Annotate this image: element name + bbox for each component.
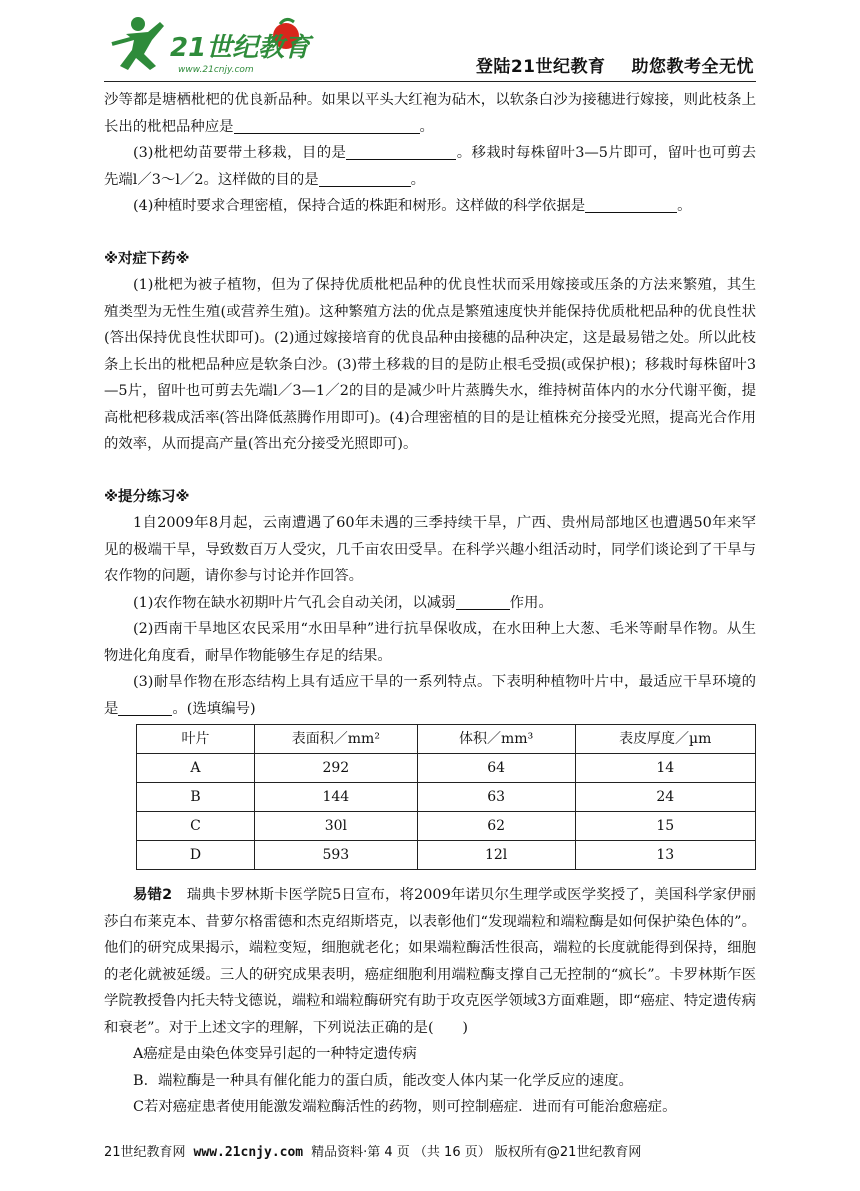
answer-blank[interactable] xyxy=(234,116,420,134)
table-row xyxy=(137,812,756,841)
document-body xyxy=(104,87,756,1121)
table-cell: A xyxy=(137,754,255,783)
header-divider xyxy=(104,81,756,82)
footer-page-info: 精品资料·第 4 页 （共 16 页） xyxy=(311,1145,491,1160)
footer-copyright: 版权所有@21世纪教育网 xyxy=(494,1145,642,1160)
table-row xyxy=(137,754,756,783)
table-cell: 64 xyxy=(417,754,575,783)
table-cell: 292 xyxy=(254,754,417,783)
site-logo xyxy=(108,10,318,80)
table-cell: 12l xyxy=(417,841,575,870)
table-cell: D xyxy=(137,841,255,870)
table-cell: 30l xyxy=(254,812,417,841)
table-cell: 13 xyxy=(575,841,756,870)
option-c: C若对癌症患者使用能激发端粒酶活性的药物，则可控制癌症．进而有可能治愈癌症。 xyxy=(133,1099,677,1115)
question-3: (3)枇杷幼苗要带土移栽，目的是 。移栽时每株留叶3—5片即可，留叶也可剪去先端l／3～l／2。这样做的目的是 。 xyxy=(104,140,756,193)
table-cell: 63 xyxy=(417,783,575,812)
question-4: (4)种植时要求合理密植，保持合适的株距和树形。这样做的科学依据是 。 xyxy=(104,193,756,220)
option-b: B．端粒酶是一种具有催化能力的蛋白质，能改变人体内某一化学反应的速度。 xyxy=(133,1072,633,1089)
practice-q2: (2)西南干旱地区农民采用“水田旱种”进行抗旱保收成，在水田种上大葱、毛米等耐旱作物。从生物进化角度看，耐旱作物能够生存足的结果。 xyxy=(104,621,756,664)
table-header-cell: 表皮厚度／µm xyxy=(575,725,756,754)
answer-blank[interactable] xyxy=(346,142,456,160)
section-title-practice: ※提分练习※ xyxy=(104,488,190,505)
table-cell: 593 xyxy=(254,841,417,870)
footer-site-name: 21世纪教育网 xyxy=(104,1145,186,1160)
answer-blank[interactable] xyxy=(585,195,677,213)
table-header-cell: 表面积／mm² xyxy=(254,725,417,754)
page-header xyxy=(0,0,860,84)
table-cell: C xyxy=(137,812,255,841)
answer-blank[interactable] xyxy=(319,169,411,187)
section-title-answer: ※对症下药※ xyxy=(104,250,190,267)
slogan-help: 助您教考全无忧 xyxy=(631,57,754,77)
table-row xyxy=(137,783,756,812)
error-item-2: 易错2 瑞典卡罗林斯卡医学院5日宣布，将2009年诺贝尔生理学或医学奖授了，美国科学家伊丽莎白布莱克本、昔萝尔格雷德和杰克绍斯塔克，以表彰他们“发现端粒和端粒酶是如何保护染色体的”。他们的研究成果揭示，端粒变短，细胞就老化；如果端粒酶活性很高，端粒的长度就能得到保持，细胞的老化就被延缓。三人的研究成果表明，癌症细胞利用端粒酶支撑自己无控制的“疯长”。卡罗林斯乍医学院教授鲁内托夫特戈德说，端粒和端粒酶研究有助于攻克医学领域3方面难题，即“癌症、特定遗传病和衰老”。对于上述文字的理解，下列说法正确的是( ) xyxy=(104,887,756,1036)
practice-q1: (1)农作物在缺水初期叶片气孔会自动关闭，以减弱 作用。 xyxy=(104,590,756,617)
table-cell: 62 xyxy=(417,812,575,841)
table-cell: 24 xyxy=(575,783,756,812)
slogan-login: 登陆21世纪教育 xyxy=(475,57,606,77)
table-cell: 15 xyxy=(575,812,756,841)
practice-q3: (3)耐旱作物在形态结构上具有适应干旱的一系列特点。下表明种植物叶片中，最适应干旱环境的是 。(选填编号) xyxy=(104,674,756,717)
paragraph-grafting: 沙等都是塘栖枇杷的优良新品种。如果以平头大红袍为砧木，以软条白沙为接穗进行嫁接，则此枝条上长出的枇杷品种应是 。 xyxy=(104,92,756,135)
table-row xyxy=(137,841,756,870)
footer-site-url[interactable]: www.21cnjy.com xyxy=(193,1145,304,1160)
header-slogan xyxy=(476,52,754,77)
table-cell: B xyxy=(137,783,255,812)
table-header-cell: 体积／mm³ xyxy=(417,725,575,754)
answer-paragraph: (1)枇杷为被子植物，但为了保持优质枇杷品种的优良性状而采用嫁接或压条的方法来繁殖，其生殖类型为无性生殖(或营养生殖)。这种繁殖方法的优点是繁殖速度快并能保持优质枇杷品种的优良性状(答出保持优良性状即可)。(2)通过嫁接培育的优良品种由接穗的品种决定，这是最易错之处。所以此枝条上长出的枇杷品种应是软条白沙。(3)带土移栽的目的是防止根毛受损(或保护根)；移栽时每株留叶3—5片，留叶也可剪去先端l／3—1／2的目的是减少叶片蒸腾失水，维持树苗体内的水分代谢平衡，提高枇杷移栽成活率(答出降低蒸腾作用即可)。(4)合理密植的目的是让植株充分接受光照，提高光合作用的效率，从而提高产量(答出充分接受光照即可)。 xyxy=(104,277,756,452)
table-header-cell: 叶片 xyxy=(137,725,255,754)
table-header-row xyxy=(137,725,756,754)
option-a: A癌症是由染色体变异引起的一种特定遗传病 xyxy=(133,1046,417,1062)
leaf-data-table xyxy=(136,724,756,870)
logo-text: 21世纪教育 xyxy=(170,33,311,63)
table-cell: 144 xyxy=(254,783,417,812)
page-footer xyxy=(104,1141,756,1160)
table-cell: 14 xyxy=(575,754,756,783)
answer-blank[interactable] xyxy=(456,592,510,610)
logo-url: www.21cnjy.com xyxy=(178,65,254,75)
running-figure-icon xyxy=(112,17,164,70)
answer-blank[interactable] xyxy=(118,698,172,716)
practice-intro: 1自2009年8月起，云南遭遇了60年未遇的三季持续干旱，广西、贵州局部地区也遭遇50年来罕见的极端干旱，导致数百万人受灾，几千亩农田受旱。在科学兴趣小组活动时，同学们谈论到了干旱与农作物的问题，请你参与讨论并作回答。 xyxy=(104,515,756,584)
error-label: 易错2 xyxy=(133,887,173,903)
